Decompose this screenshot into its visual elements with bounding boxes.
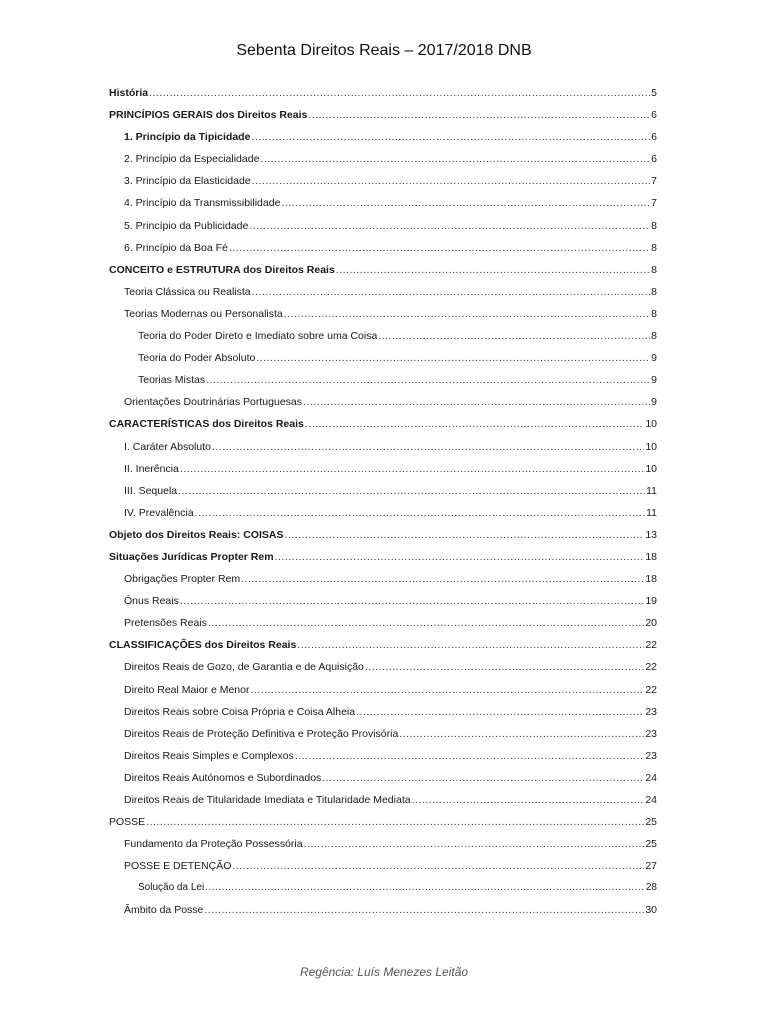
toc-entry-page-number: 8 xyxy=(651,241,657,254)
toc-entry[interactable] xyxy=(109,568,657,590)
toc-entry[interactable] xyxy=(109,877,657,899)
toc-dot-leader xyxy=(195,502,645,524)
toc-entry-page-number: 24 xyxy=(645,771,657,784)
toc-entry[interactable] xyxy=(109,281,657,303)
toc-entry[interactable] xyxy=(109,82,657,104)
toc-entry-label: Direitos Reais sobre Coisa Própria e Coisa Alheia xyxy=(124,705,356,718)
toc-dot-leader xyxy=(149,82,650,104)
toc-dot-leader xyxy=(250,679,644,701)
toc-dot-leader xyxy=(178,480,645,502)
toc-entry-label: 2. Princípio da Especialidade xyxy=(124,153,260,166)
toc-dot-leader xyxy=(305,413,644,435)
toc-entry-page-number: 10 xyxy=(645,418,657,431)
toc-entry-page-number: 9 xyxy=(651,396,657,409)
toc-entry-page-number: 6 xyxy=(651,109,657,122)
toc-entry-page-number: 28 xyxy=(645,882,657,894)
toc-entry-label: Pretensões Reais xyxy=(124,617,207,630)
toc-entry-page-number: 11 xyxy=(646,506,657,519)
toc-entry-label: CLASSIFICAÇÕES dos Direitos Reais xyxy=(109,639,297,652)
toc-entry[interactable] xyxy=(109,148,657,170)
toc-dot-leader xyxy=(295,745,645,767)
toc-entry-page-number: 6 xyxy=(651,153,657,166)
toc-entry[interactable] xyxy=(109,391,657,413)
toc-entry-page-number: 30 xyxy=(645,904,657,917)
toc-entry[interactable] xyxy=(109,369,657,391)
toc-entry-page-number: 23 xyxy=(645,749,657,762)
toc-dot-leader xyxy=(365,656,644,678)
toc-entry-page-number: 8 xyxy=(651,219,657,232)
toc-entry-page-number: 7 xyxy=(651,175,657,188)
toc-entry-label: 1. Princípio da Tipicidade xyxy=(124,131,251,144)
toc-entry[interactable] xyxy=(109,899,657,921)
toc-entry-label: Solução da Lei xyxy=(138,882,205,894)
toc-entry-page-number: 22 xyxy=(645,683,657,696)
toc-entry-label: Ónus Reais xyxy=(124,595,179,608)
toc-entry[interactable] xyxy=(109,347,657,369)
toc-dot-leader xyxy=(322,767,644,789)
toc-dot-leader xyxy=(399,723,644,745)
toc-entry-label: Teorias Modernas ou Personalista xyxy=(124,307,283,320)
toc-dot-leader xyxy=(232,855,644,877)
toc-entry-page-number: 6 xyxy=(651,131,657,144)
toc-entry-label: Teoria Clássica ou Realista xyxy=(124,285,251,298)
toc-entry-page-number: 9 xyxy=(651,352,657,365)
toc-entry-page-number: 9 xyxy=(651,374,657,387)
toc-entry[interactable] xyxy=(109,833,657,855)
toc-entry-page-number: 23 xyxy=(645,727,657,740)
toc-entry-label: Direitos Reais de Proteção Definitiva e Proteção Provisória xyxy=(124,727,399,740)
toc-entry-page-number: 5 xyxy=(651,87,657,99)
toc-entry-label: 6. Princípio da Boa Fé xyxy=(124,241,228,254)
toc-entry[interactable] xyxy=(109,701,657,723)
toc-entry-page-number: 18 xyxy=(645,550,657,563)
toc-entry[interactable] xyxy=(109,237,657,259)
toc-dot-leader xyxy=(252,281,651,303)
toc-entry[interactable] xyxy=(109,590,657,612)
toc-dot-leader xyxy=(260,148,650,170)
toc-entry[interactable] xyxy=(109,656,657,678)
document-title: Sebenta Direitos Reais – 2017/2018 DNB xyxy=(236,42,532,59)
toc-entry[interactable] xyxy=(109,436,657,458)
toc-entry-page-number: 10 xyxy=(645,462,657,475)
toc-dot-leader xyxy=(304,833,645,855)
toc-entry-page-number: 25 xyxy=(645,838,657,851)
toc-entry-label: 4. Princípio da Transmissibilidade xyxy=(124,197,281,210)
toc-entry-label: Direitos Reais Autónomos e Subordinados xyxy=(124,771,322,784)
toc-dot-leader xyxy=(412,789,645,811)
toc-dot-leader xyxy=(297,634,644,656)
toc-dot-leader xyxy=(146,811,644,833)
toc-entry[interactable] xyxy=(109,634,657,656)
toc-entry[interactable] xyxy=(109,215,657,237)
toc-entry-page-number: 13 xyxy=(645,528,657,541)
toc-entry-label: Teoria do Poder Absoluto xyxy=(138,352,256,365)
toc-entry-page-number: 20 xyxy=(645,617,657,630)
toc-entry[interactable] xyxy=(109,767,657,789)
toc-entry[interactable] xyxy=(109,104,657,126)
toc-entry-page-number: 11 xyxy=(646,484,657,497)
toc-dot-leader xyxy=(251,126,650,148)
toc-dot-leader xyxy=(180,590,644,612)
toc-entry-page-number: 27 xyxy=(645,860,657,873)
toc-entry-label: I. Caráter Absoluto xyxy=(124,440,211,453)
toc-entry[interactable] xyxy=(109,612,657,634)
toc-entry-label: Situações Jurídicas Propter Rem xyxy=(109,550,274,563)
toc-dot-leader xyxy=(241,568,644,590)
toc-entry-page-number: 25 xyxy=(645,816,657,829)
toc-entry-page-number: 22 xyxy=(645,661,657,674)
toc-entry[interactable] xyxy=(109,170,657,192)
toc-entry-label: Objeto dos Direitos Reais: COISAS xyxy=(109,528,284,541)
toc-entry[interactable] xyxy=(109,855,657,877)
toc-entry-label: Âmbito da Posse xyxy=(124,904,204,917)
toc-entry-label: Teoria do Poder Direto e Imediato sobre uma Coisa xyxy=(138,330,378,343)
toc-dot-leader xyxy=(308,104,650,126)
toc-entry[interactable] xyxy=(109,723,657,745)
toc-entry-label: CARACTERÍSTICAS dos Direitos Reais xyxy=(109,418,304,431)
toc-entry[interactable] xyxy=(109,192,657,214)
toc-entry[interactable] xyxy=(109,745,657,767)
toc-entry-label: Teorias Mistas xyxy=(138,374,206,387)
toc-entry-label: II. Inerência xyxy=(124,462,179,475)
toc-entry-label: História xyxy=(109,87,149,99)
toc-dot-leader xyxy=(378,325,650,347)
toc-entry[interactable] xyxy=(109,811,657,833)
toc-entry[interactable] xyxy=(109,789,657,811)
toc-entry-label: IV. Prevalência xyxy=(124,506,194,519)
toc-entry[interactable] xyxy=(109,480,657,502)
toc-dot-leader xyxy=(206,369,650,391)
toc-dot-leader xyxy=(208,612,644,634)
toc-entry-label: 5. Princípio da Publicidade xyxy=(124,219,249,232)
toc-entry[interactable] xyxy=(109,679,657,701)
toc-entry-page-number: 24 xyxy=(645,794,657,806)
toc-entry-page-number: 7 xyxy=(651,197,657,210)
toc-entry[interactable] xyxy=(109,458,657,480)
toc-entry-page-number: 19 xyxy=(645,595,657,608)
toc-entry-label: 3. Princípio da Elasticidade xyxy=(124,175,251,188)
toc-entry-page-number: 23 xyxy=(645,705,657,718)
toc-entry-label: III. Sequela xyxy=(124,484,178,497)
toc-entry-label: POSSE E DETENÇÃO xyxy=(124,860,232,873)
toc-dot-leader xyxy=(249,215,650,237)
toc-entry-label: Direitos Reais de Gozo, de Garantia e de Aquisição xyxy=(124,661,364,674)
toc-dot-leader xyxy=(356,701,644,723)
toc-entry-page-number: 8 xyxy=(651,263,657,276)
toc-entry-label: Obrigações Propter Rem xyxy=(124,573,241,586)
toc-entry-label: Orientações Doutrinárias Portuguesas xyxy=(124,396,303,409)
toc-dot-leader xyxy=(204,899,644,921)
toc-dot-leader xyxy=(303,391,650,413)
toc-entry-page-number: 8 xyxy=(651,307,657,320)
toc-dot-leader xyxy=(281,192,650,214)
toc-dot-leader xyxy=(252,170,651,192)
toc-dot-leader xyxy=(180,458,644,480)
toc-dot-leader xyxy=(284,524,644,546)
toc-dot-leader xyxy=(284,303,650,325)
toc-entry[interactable] xyxy=(109,259,657,281)
toc-dot-leader xyxy=(256,347,650,369)
page-footer: Regência: Luís Menezes Leitão xyxy=(299,965,469,979)
toc-dot-leader xyxy=(275,546,645,568)
toc-entry[interactable] xyxy=(109,303,657,325)
toc-entry-label: Fundamento da Proteção Possessória xyxy=(124,838,303,851)
toc-dot-leader xyxy=(229,237,650,259)
toc-entry[interactable] xyxy=(109,546,657,568)
toc-entry[interactable] xyxy=(109,325,657,347)
toc-entry-page-number: 18 xyxy=(645,573,657,586)
toc-entry[interactable] xyxy=(109,502,657,524)
toc-entry-page-number: 8 xyxy=(651,285,657,298)
toc-dot-leader xyxy=(212,436,644,458)
toc-entry-label: PRINCÍPIOS GERAIS dos Direitos Reais xyxy=(109,109,308,122)
table-of-contents xyxy=(109,82,657,922)
toc-entry[interactable] xyxy=(109,524,657,546)
toc-entry-label: Direitos Reais Simples e Complexos xyxy=(124,749,294,762)
toc-entry-page-number: 8 xyxy=(651,330,657,343)
toc-entry-page-number: 22 xyxy=(645,639,657,652)
toc-entry-label: POSSE xyxy=(109,816,146,829)
toc-entry[interactable] xyxy=(109,413,657,435)
toc-dot-leader xyxy=(336,259,650,281)
toc-entry-label: Direitos Reais de Titularidade Imediata e Titularidade Mediata xyxy=(124,794,411,806)
toc-entry-label: Direito Real Maior e Menor xyxy=(124,683,250,696)
toc-entry-label: CONCEITO e ESTRUTURA dos Direitos Reais xyxy=(109,263,335,276)
toc-entry-page-number: 10 xyxy=(645,440,657,453)
toc-dot-leader xyxy=(205,877,645,899)
toc-entry[interactable] xyxy=(109,126,657,148)
